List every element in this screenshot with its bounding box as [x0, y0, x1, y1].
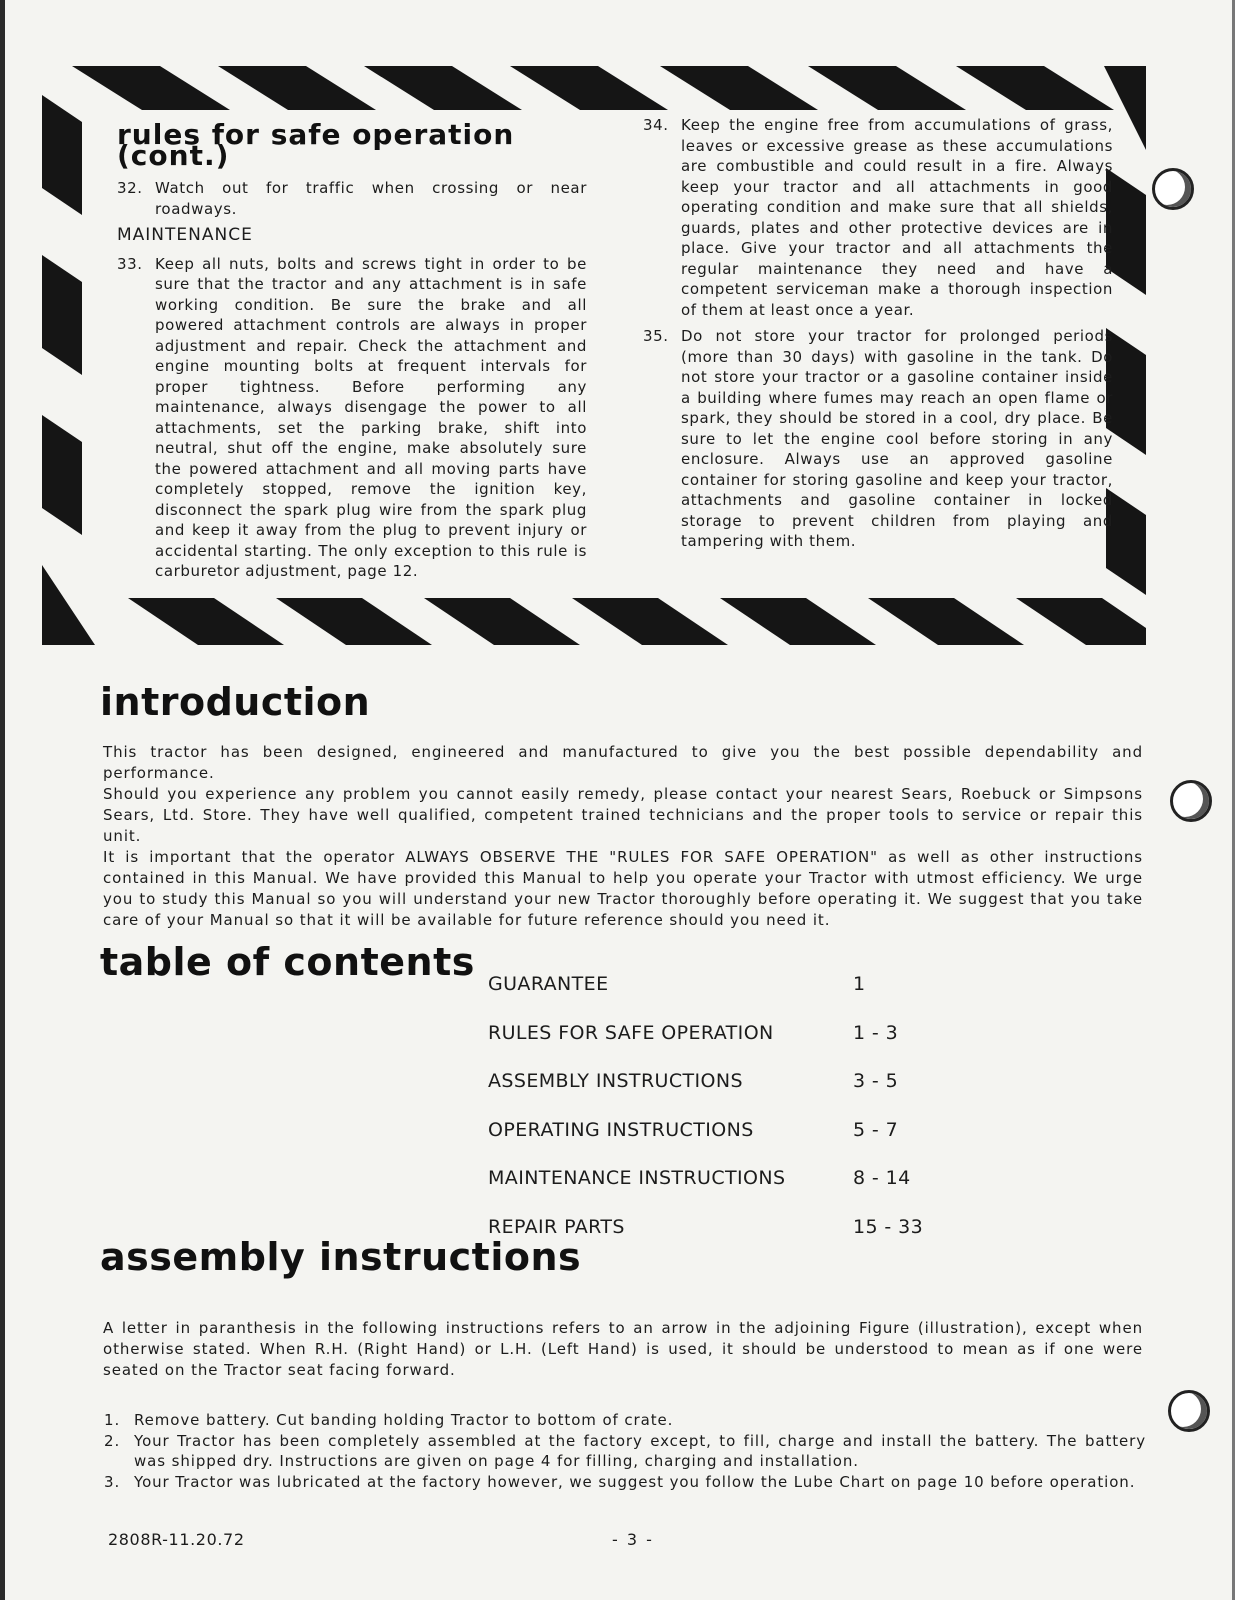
hazard-stripe [956, 66, 1114, 110]
toc-row [488, 1009, 928, 1058]
toc-label: MAINTENANCE INSTRUCTIONS [488, 1167, 786, 1190]
toc-pages: 15 - 33 [853, 1215, 924, 1238]
assembly-heading: assembly instructions [100, 1235, 582, 1279]
hazard-stripe [42, 565, 95, 645]
toc-label: REPAIR PARTS [488, 1215, 625, 1238]
safety-item-32 [117, 178, 587, 219]
safety-item-33 [117, 254, 587, 582]
assembly-steps [104, 1410, 1146, 1492]
table-of-contents [488, 960, 928, 1251]
introduction-paragraph: It is important that the operator ALWAYS OBSERVE THE "RULES FOR SAFE OPERATION" as well as other instructions contained in this Manual. We have provided this Manual to help you operate your Tractor with utmost efficiency. We urge you to study this Manual so you will understand your new Tractor thoroughly before operating it. We suggest that you take care of your Manual so that it will be available for future reference should you need it. [103, 848, 1143, 929]
toc-label: OPERATING INSTRUCTIONS [488, 1118, 754, 1141]
toc-row [488, 1106, 928, 1155]
toc-row [488, 1057, 928, 1106]
safety-item-35 [643, 326, 1113, 552]
binder-hole [1168, 1390, 1210, 1432]
hazard-stripe [42, 255, 82, 375]
assembly-intro: A letter in paranthesis in the following instructions refers to an arrow in the adjoining Figure (illustration), except when otherwise stated. When R.H. (Right Hand) or L.H. (Left Hand) is used, it should be understood to mean as if one were seated on the Tractor seat facing forward. [103, 1319, 1143, 1379]
safe-operation-box [95, 115, 1135, 605]
toc-heading: table of contents [100, 940, 475, 984]
safety-item-34 [643, 115, 1113, 320]
step-number: 2. [104, 1431, 121, 1450]
hazard-stripe [218, 66, 376, 110]
toc-pages: 1 - 3 [853, 1021, 899, 1044]
hazard-stripe [572, 598, 728, 645]
hazard-stripe [72, 66, 230, 110]
item-number: 34. [643, 116, 669, 134]
hazard-stripe [42, 415, 82, 535]
hazard-stripe [510, 66, 668, 110]
assembly-step [104, 1431, 1146, 1472]
hazard-stripe [660, 66, 818, 110]
item-number: 35. [643, 327, 669, 345]
hazard-stripe [808, 66, 966, 110]
toc-label: GUARANTEE [488, 973, 609, 996]
item-text: Keep the engine free from accumulations of grass, leaves or excessive grease as these accumulations are combustible and could result in a fire. Always keep your tractor and all attachments in good operating condition and make sure that all shields, guards, plates and other protective devices are in place. Give your tractor and all attachments the regular maintenance they need and have a competent serviceman make a thorough inspection of them at least once a year. [681, 116, 1113, 319]
introduction-body [103, 742, 1143, 931]
toc-pages: 3 - 5 [853, 1070, 899, 1093]
item-number: 33. [117, 254, 143, 273]
assembly-step [104, 1410, 1146, 1431]
hazard-stripe [1016, 598, 1146, 645]
item-text: Watch out for traffic when crossing or near roadways. [155, 179, 587, 218]
introduction-heading: introduction [100, 680, 371, 724]
binder-hole [1170, 780, 1212, 822]
step-text: Your Tractor has been completely assembled at the factory except, to fill, charge and install the battery. The battery was shipped dry. Instructions are given on page 4 for filling, charging and installation. [134, 1431, 1146, 1470]
toc-pages: 8 - 14 [853, 1167, 911, 1190]
hazard-stripe [868, 598, 1024, 645]
introduction-paragraph: This tractor has been designed, engineered and manufactured to give you the best possible dependability and performance. [103, 743, 1143, 782]
toc-pages: 5 - 7 [853, 1118, 899, 1141]
item-number: 32. [117, 179, 143, 197]
toc-label: RULES FOR SAFE OPERATION [488, 1021, 774, 1044]
safety-left-column [117, 115, 587, 588]
hazard-stripe [128, 598, 284, 645]
hazard-stripe [276, 598, 432, 645]
hazard-stripe [424, 598, 580, 645]
document-code: 2808R-11.20.72 [108, 1530, 245, 1549]
item-text: Keep all nuts, bolts and screws tight in order to be sure that the tractor and any attachment is in safe working condition. Be sure the brake and all powered attachment controls are always in proper adjustment and repair. Check the attachment and engine mounting bolts at frequent intervals for proper tightness. Before performing any maintenance, always disengage the power to all attachments, set the parking brake, shift into neutral, shut off the engine, make absolutely sure the powered attachment and all moving parts have completely stopped, remove the ignition key, disconnect the spark plug wire from the spark plug and keep it away from the plug to prevent injury or accidental starting. The only exception to this rule is carburetor adjustment, page 12. [155, 254, 587, 580]
toc-row [488, 960, 928, 1009]
step-text: Your Tractor was lubricated at the factory however, we suggest you follow the Lube Chart on page 10 before operation. [134, 1472, 1136, 1491]
toc-label: ASSEMBLY INSTRUCTIONS [488, 1070, 743, 1093]
toc-row [488, 1154, 928, 1203]
toc-pages: 1 [853, 973, 866, 996]
hazard-stripe [720, 598, 876, 645]
assembly-step [104, 1472, 1146, 1493]
item-text: Do not store your tractor for prolonged periods (more than 30 days) with gasoline in the tank. Do not store your tractor or a gasoline container inside a building where fumes may reach an open flame or spark, they should be stored in a cool, dry place. Be sure to let the engine cool before storing in any enclosure. Always use an approved gasoline container for storing gasoline and keep your tractor, attachments and gasoline container in locked storage to prevent children from playing and tampering with them. [681, 327, 1113, 550]
safety-right-column [643, 115, 1113, 558]
page-number: - 3 - [612, 1530, 654, 1549]
step-number: 3. [104, 1472, 121, 1491]
step-text: Remove battery. Cut banding holding Tractor to bottom of crate. [134, 1411, 674, 1429]
maintenance-subheading: MAINTENANCE [117, 225, 253, 245]
step-number: 1. [104, 1411, 121, 1429]
binder-hole [1152, 168, 1194, 210]
introduction-paragraph: Should you experience any problem you cannot easily remedy, please contact your nearest Sears, Roebuck or Simpsons Sears, Ltd. Store. They have well qualified, competent trained technicians and the proper tools to service or repair this unit. [103, 785, 1143, 845]
safety-heading: rules for safe operation (cont.) [117, 118, 515, 172]
hazard-stripe [42, 95, 82, 215]
hazard-stripe [364, 66, 522, 110]
